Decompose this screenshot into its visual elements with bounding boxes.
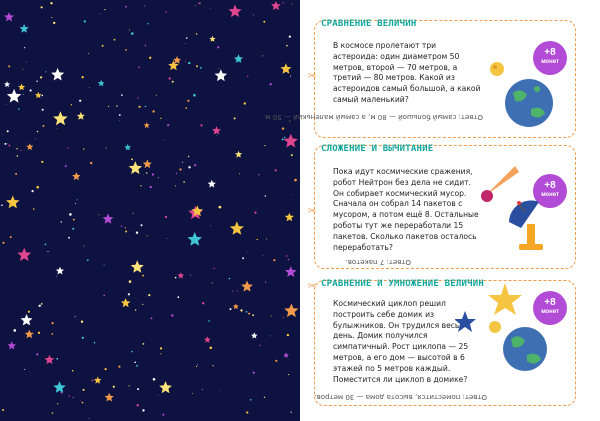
reward-unit: монет bbox=[541, 192, 559, 198]
star-dot bbox=[38, 332, 40, 334]
planets-illustration bbox=[483, 59, 573, 129]
star-dot bbox=[165, 11, 166, 12]
star-dot bbox=[105, 368, 107, 370]
star-dot bbox=[210, 225, 211, 226]
star-dot bbox=[94, 342, 96, 344]
star-dot bbox=[8, 145, 10, 147]
card-question: Пока идут космические сражения, робот Нейтрон без дела не сидит. Он собирает космический мусор. Сначала он собрал 14 пакетов с мусором, а потом ещё 8. Остальные роботы тут же переработали 15 пакетов. Сколько пакетов осталось переработать? bbox=[333, 167, 479, 252]
star-dot bbox=[50, 2, 52, 4]
star-dot bbox=[121, 94, 123, 96]
tasks-panel bbox=[263, 0, 600, 421]
star-dot bbox=[137, 388, 139, 390]
star-dot bbox=[90, 162, 92, 164]
star-dot bbox=[271, 316, 272, 317]
star-dot bbox=[185, 107, 187, 109]
star-dot bbox=[163, 139, 164, 140]
star-dot bbox=[119, 114, 121, 116]
star-dot bbox=[248, 252, 249, 253]
star-dot bbox=[187, 100, 189, 102]
star-dot bbox=[51, 333, 53, 335]
star-dot bbox=[188, 62, 190, 64]
reward-points: +8 bbox=[544, 180, 556, 191]
star-dot bbox=[131, 158, 133, 160]
star-dot bbox=[195, 5, 196, 6]
star-dot bbox=[24, 47, 25, 48]
star-dot bbox=[175, 185, 176, 186]
star-dot bbox=[153, 378, 156, 381]
star-dot bbox=[53, 22, 55, 24]
star-dot bbox=[234, 117, 236, 119]
star-dot bbox=[148, 23, 149, 24]
star-dot bbox=[258, 174, 259, 175]
star-dot bbox=[192, 393, 193, 394]
star-dot bbox=[294, 179, 297, 182]
star-dot bbox=[162, 414, 164, 416]
star-dot bbox=[119, 120, 120, 121]
star-dot bbox=[133, 231, 134, 232]
card-answer: Ответ: поместится, высота дома — 30 метров. bbox=[314, 393, 487, 401]
star-dot bbox=[72, 228, 74, 230]
star-dot bbox=[283, 2, 284, 3]
star-dot bbox=[125, 6, 127, 8]
star-dot bbox=[151, 317, 153, 319]
star-dot bbox=[99, 214, 100, 215]
star-dot bbox=[129, 30, 130, 31]
star-dot bbox=[288, 259, 290, 261]
star-dot bbox=[88, 53, 89, 54]
star-dot bbox=[48, 251, 49, 252]
star-dot bbox=[52, 322, 54, 324]
star-dot bbox=[253, 372, 255, 374]
star-dot bbox=[36, 186, 39, 189]
star-dot bbox=[237, 290, 238, 291]
star-dot bbox=[196, 33, 198, 35]
star-dot bbox=[149, 57, 151, 59]
star-dot bbox=[188, 166, 190, 168]
star-dot bbox=[232, 290, 233, 291]
star-dot bbox=[15, 173, 17, 175]
star-dot bbox=[263, 21, 265, 23]
star-dot bbox=[167, 124, 169, 126]
star-dot bbox=[257, 239, 258, 240]
star-dot bbox=[14, 329, 17, 332]
star-dot bbox=[147, 235, 148, 236]
star-dot bbox=[200, 124, 202, 126]
star-dot bbox=[30, 89, 32, 91]
star-dot bbox=[250, 399, 252, 401]
star-dot bbox=[193, 94, 196, 97]
card-title: СРАВНЕНИЕ И УМНОЖЕНИЕ ВЕЛИЧИН bbox=[321, 279, 484, 289]
star-dot bbox=[129, 280, 132, 283]
star-dot bbox=[254, 212, 256, 214]
star-dot bbox=[188, 156, 189, 157]
star-dot bbox=[200, 67, 202, 69]
star-dot bbox=[219, 390, 220, 391]
star-dot bbox=[266, 239, 267, 240]
star-dot bbox=[288, 374, 289, 375]
star-dot bbox=[82, 76, 84, 78]
star-dot bbox=[82, 337, 84, 339]
star-dot bbox=[282, 138, 284, 140]
star-dot bbox=[198, 3, 200, 5]
star-dot bbox=[8, 65, 10, 67]
star-dot bbox=[42, 95, 44, 97]
star-dot bbox=[248, 313, 250, 315]
star-dot bbox=[125, 231, 127, 233]
star-dot bbox=[81, 321, 83, 323]
star-dot bbox=[212, 365, 213, 366]
star-dot bbox=[216, 135, 217, 136]
star-dot bbox=[57, 403, 58, 404]
star-dot bbox=[73, 219, 75, 221]
star-dot bbox=[146, 172, 148, 174]
star-dot bbox=[57, 128, 58, 129]
star-dot bbox=[182, 162, 183, 163]
star-dot bbox=[10, 236, 12, 238]
star-dot bbox=[81, 400, 82, 401]
star-dot bbox=[104, 264, 105, 265]
star-dot bbox=[239, 173, 240, 174]
star-dot bbox=[7, 143, 8, 144]
star-dot bbox=[41, 161, 43, 163]
star-dot bbox=[262, 255, 263, 256]
star-dot bbox=[169, 77, 171, 79]
star-dot bbox=[141, 224, 143, 226]
star-dot bbox=[136, 365, 138, 367]
star-dot bbox=[290, 76, 291, 77]
star-dot bbox=[287, 334, 289, 336]
star-dot bbox=[82, 402, 84, 404]
card-question: В космосе пролетают три астероида: один диаметром 50 метров, второй — 70 метров, а третий — 80 метров. Какой из астероидов самый большой, а какой самый маленький? bbox=[333, 41, 481, 104]
reward-unit: монет bbox=[541, 309, 559, 315]
star-dot bbox=[26, 62, 27, 63]
star-dot bbox=[144, 5, 145, 6]
star-dot bbox=[20, 150, 21, 151]
star-dot bbox=[172, 81, 174, 83]
star-dot bbox=[33, 208, 35, 210]
star-dot bbox=[79, 100, 81, 102]
star-dot bbox=[145, 45, 147, 47]
star-dot bbox=[106, 148, 107, 149]
star-dot bbox=[156, 95, 157, 96]
star-dot bbox=[185, 43, 186, 44]
star-dot bbox=[51, 17, 52, 18]
star-dot bbox=[247, 76, 248, 77]
star-dot bbox=[160, 353, 161, 354]
star-dot bbox=[129, 385, 130, 386]
star-dot bbox=[196, 65, 198, 67]
star-dot bbox=[160, 118, 161, 119]
star-dot bbox=[160, 347, 162, 349]
star-dot bbox=[89, 87, 90, 88]
star-dot bbox=[52, 412, 54, 414]
star-dot bbox=[148, 294, 150, 296]
star-dot bbox=[194, 164, 196, 166]
star-dot bbox=[142, 409, 144, 411]
star-dot bbox=[36, 353, 38, 355]
star-dot bbox=[75, 316, 76, 317]
star-dot bbox=[69, 395, 70, 396]
task-card-multiplication bbox=[308, 279, 576, 406]
star-dot bbox=[99, 13, 100, 14]
star-dot bbox=[17, 155, 19, 157]
star-dot bbox=[56, 358, 58, 360]
star-dot bbox=[165, 216, 167, 218]
star-dot bbox=[270, 83, 272, 85]
task-card-comparison bbox=[263, 19, 576, 138]
star-dot bbox=[4, 143, 6, 145]
reward-unit: монет bbox=[541, 59, 559, 65]
star-dot bbox=[145, 106, 147, 108]
star-dot bbox=[7, 130, 9, 132]
star-dot bbox=[142, 304, 143, 305]
star-dot bbox=[83, 246, 84, 247]
star-dot bbox=[42, 109, 44, 111]
star-dot bbox=[197, 364, 198, 365]
star-dot bbox=[41, 303, 43, 305]
scissors-icon: ✂ bbox=[308, 206, 317, 217]
star-dot bbox=[121, 226, 122, 227]
star-dot bbox=[69, 213, 72, 216]
star-dot bbox=[264, 397, 265, 398]
scissors-icon: ✂ bbox=[308, 71, 317, 82]
star-dot bbox=[2, 409, 4, 411]
star-dot bbox=[289, 36, 291, 38]
star-dot bbox=[166, 238, 167, 239]
star-dot bbox=[128, 293, 130, 295]
star-dot bbox=[16, 148, 17, 149]
star-dot bbox=[18, 108, 20, 110]
star-dot bbox=[103, 295, 105, 297]
star-dot bbox=[240, 309, 242, 311]
star-dot bbox=[152, 110, 154, 112]
star-dot bbox=[125, 227, 126, 228]
star-dot bbox=[242, 257, 244, 259]
comet-and-antenna-illustration bbox=[475, 152, 575, 262]
star-dot bbox=[140, 185, 141, 186]
card-title: СРАВНЕНИЕ ВЕЛИЧИН bbox=[321, 19, 417, 29]
star-dot bbox=[275, 360, 277, 362]
scissors-icon: ✂ bbox=[308, 281, 317, 292]
star-dot bbox=[113, 386, 115, 388]
star-dot bbox=[61, 221, 62, 222]
star-dot bbox=[137, 404, 139, 406]
star-dot bbox=[23, 94, 24, 95]
star-dot bbox=[265, 195, 266, 196]
star-dot bbox=[138, 67, 140, 69]
star-dot bbox=[212, 283, 213, 284]
star-dot bbox=[92, 380, 94, 382]
star-dot bbox=[214, 268, 215, 269]
star-dot bbox=[37, 131, 39, 133]
star-dot bbox=[43, 125, 45, 127]
star-dot bbox=[84, 20, 86, 22]
star-dot bbox=[230, 308, 232, 310]
star-dot bbox=[260, 345, 261, 346]
star-dot bbox=[108, 106, 109, 107]
star-dot bbox=[229, 278, 231, 280]
star-dot bbox=[196, 366, 197, 367]
star-dot bbox=[65, 165, 67, 167]
star-dot bbox=[73, 397, 74, 398]
reward-points: +8 bbox=[544, 47, 556, 58]
star-dot bbox=[210, 8, 211, 9]
star-dot bbox=[152, 173, 154, 175]
star-dot bbox=[190, 275, 191, 276]
star-dot bbox=[292, 194, 293, 195]
star-dot bbox=[185, 61, 186, 62]
star-dot bbox=[87, 259, 89, 261]
star-dot bbox=[244, 102, 246, 104]
star-dot bbox=[77, 199, 78, 200]
star-dot bbox=[134, 362, 136, 364]
star-dot bbox=[83, 389, 85, 391]
star-dot bbox=[102, 45, 104, 47]
star-dot bbox=[284, 137, 286, 139]
star-dot bbox=[150, 186, 152, 188]
star-dot bbox=[131, 351, 133, 353]
star-dot bbox=[125, 49, 127, 51]
star-dot bbox=[208, 320, 210, 322]
star-dot bbox=[40, 76, 42, 78]
star-dot bbox=[114, 39, 116, 41]
star-dot bbox=[291, 4, 292, 5]
star-dot bbox=[218, 68, 219, 69]
stars-and-planet-illustration bbox=[455, 281, 565, 377]
star-dot bbox=[291, 154, 293, 156]
star-dot bbox=[83, 148, 84, 149]
star-dot bbox=[171, 314, 173, 316]
star-dot bbox=[72, 370, 74, 372]
star-dot bbox=[264, 145, 265, 146]
star-dot bbox=[219, 206, 222, 209]
star-dot bbox=[252, 314, 254, 316]
star-dot bbox=[36, 81, 37, 82]
star-dot bbox=[177, 296, 179, 298]
star-dot bbox=[179, 168, 181, 170]
star-dot bbox=[137, 97, 138, 98]
star-dot bbox=[136, 232, 138, 234]
star-dot bbox=[142, 275, 144, 277]
task-card-addition bbox=[308, 144, 576, 269]
star-dot bbox=[275, 169, 277, 171]
star-dot bbox=[273, 259, 275, 261]
star-dot bbox=[202, 302, 204, 304]
star-dot bbox=[133, 213, 134, 214]
reward-points: +8 bbox=[544, 297, 556, 308]
star-dot bbox=[143, 175, 144, 176]
star-dot bbox=[210, 347, 213, 350]
star-dot bbox=[270, 335, 271, 336]
star-dot bbox=[61, 392, 63, 394]
star-dot bbox=[246, 411, 248, 413]
star-dot bbox=[71, 104, 72, 105]
star-dot bbox=[253, 15, 254, 16]
card-answer: Ответ: самый большой — 80 м, а самый маленький — 50 м. bbox=[263, 113, 483, 121]
star-dot bbox=[265, 282, 266, 283]
star-dot bbox=[39, 305, 41, 307]
star-dot bbox=[158, 177, 159, 178]
star-dot bbox=[186, 37, 188, 39]
star-dot bbox=[2, 242, 4, 244]
card-answer: Ответ: 7 пакетов. bbox=[345, 258, 411, 266]
star-dot bbox=[202, 389, 203, 390]
star-dot bbox=[68, 237, 70, 239]
star-dot bbox=[24, 369, 25, 370]
star-dot bbox=[22, 69, 23, 70]
star-dot bbox=[118, 366, 120, 368]
star-dot bbox=[31, 190, 33, 192]
star-dot bbox=[286, 255, 287, 256]
star-dot bbox=[135, 309, 136, 310]
star-dot bbox=[183, 181, 185, 183]
card-question: Космический циклоп решил построить себе домик из булыжников. Он трудился весь день. Домик получился симпатичный. Рост циклопа — 25 метров, а его дом — высотой в 6 этажей по 5 метров каждый. Поместится ли циклоп в домике? bbox=[333, 299, 469, 384]
star-dot bbox=[68, 147, 69, 148]
star-dot bbox=[282, 127, 284, 129]
star-dot bbox=[131, 32, 134, 35]
star-dot bbox=[286, 45, 288, 47]
star-dot bbox=[139, 106, 141, 108]
star-dot bbox=[41, 6, 43, 8]
star-dot bbox=[217, 46, 219, 48]
star-dot bbox=[45, 71, 46, 72]
star-dot bbox=[1, 204, 3, 206]
star-dot bbox=[262, 55, 263, 56]
star-dot bbox=[28, 311, 30, 313]
star-dot bbox=[283, 317, 284, 318]
star-dot bbox=[45, 244, 47, 246]
star-dot bbox=[104, 9, 105, 10]
card-title: СЛОЖЕНИЕ И ВЫЧИТАНИЕ bbox=[321, 144, 434, 154]
star-dot bbox=[6, 104, 7, 105]
star-dot bbox=[176, 173, 177, 174]
star-dot bbox=[56, 276, 57, 277]
star-dot bbox=[246, 311, 248, 313]
star-dot bbox=[116, 105, 117, 106]
star-dot bbox=[158, 395, 159, 396]
star-dot bbox=[75, 203, 76, 204]
star-dot bbox=[291, 412, 292, 413]
star-dot bbox=[35, 138, 36, 139]
star-dot bbox=[143, 343, 145, 345]
star-dot bbox=[175, 277, 177, 279]
star-dot bbox=[89, 418, 90, 419]
